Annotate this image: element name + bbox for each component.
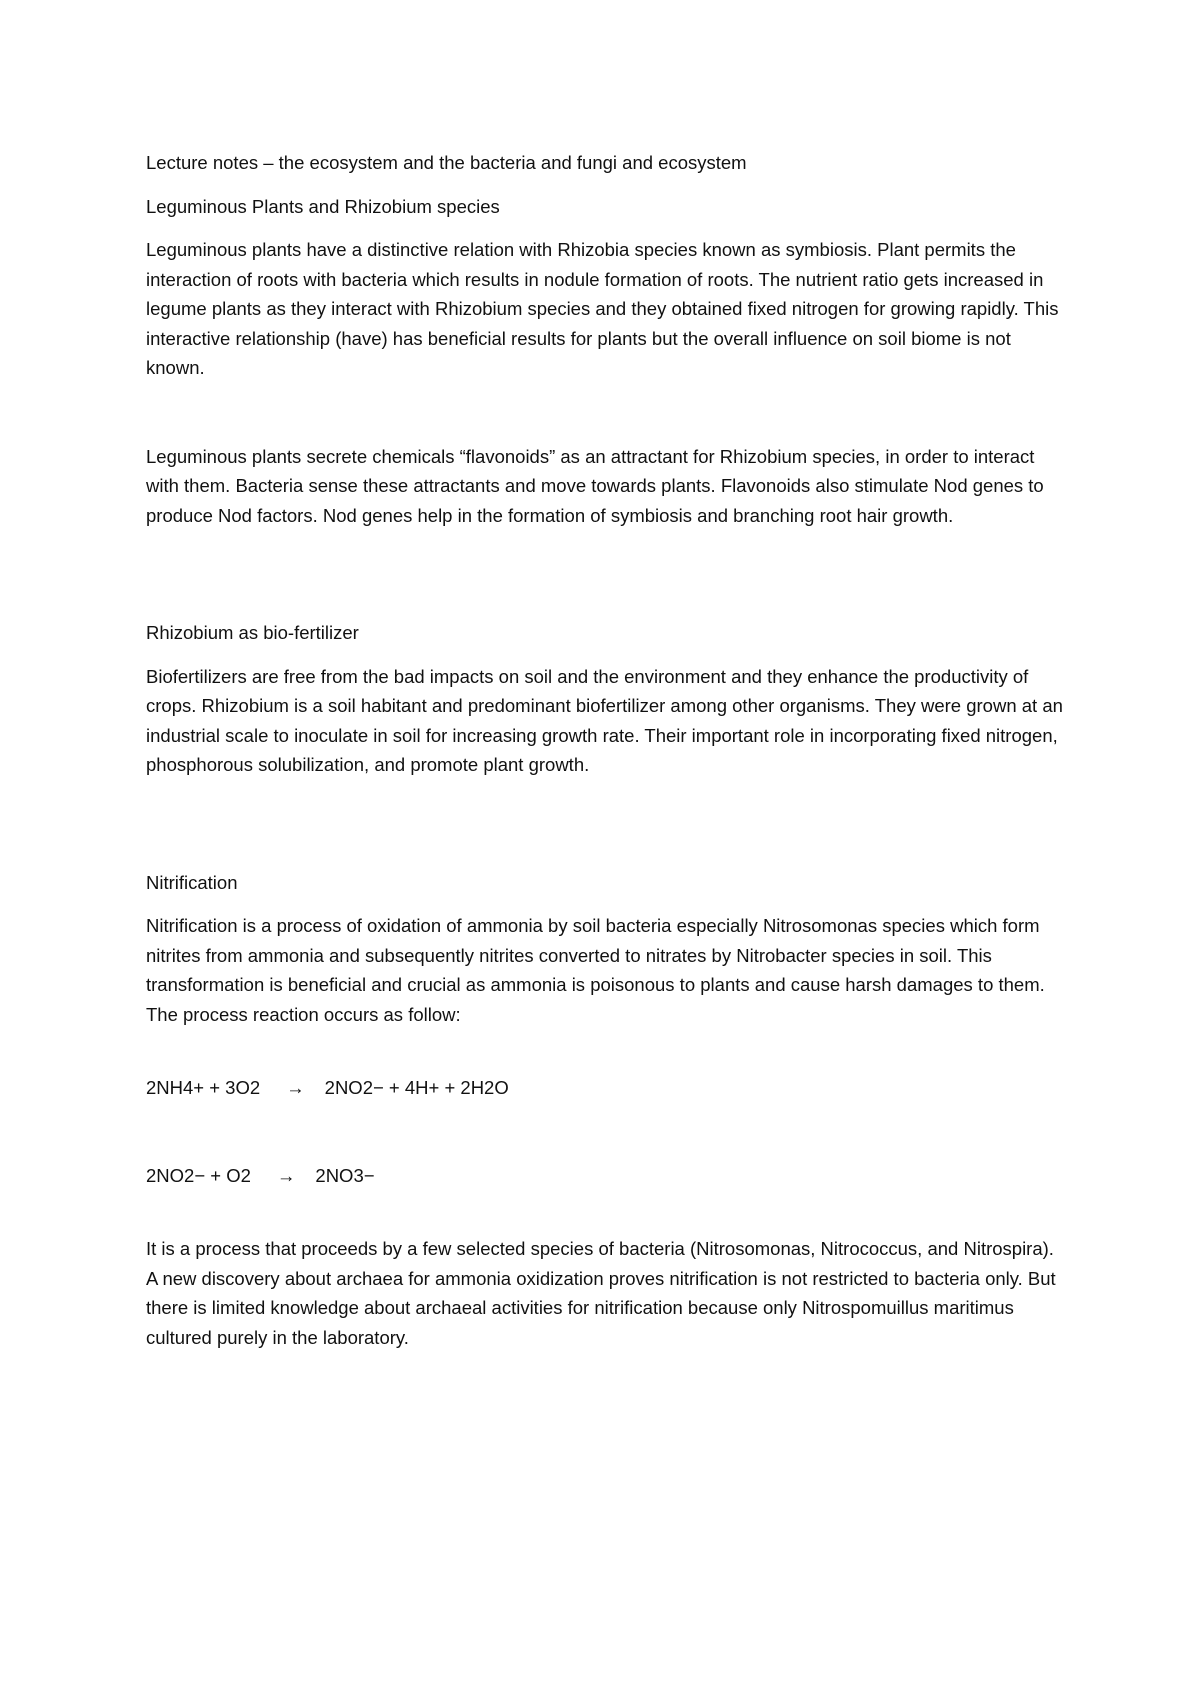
spacer (146, 383, 1066, 442)
paragraph-legumes-2: Leguminous plants secrete chemicals “flavonoids” as an attractant for Rhizobium species, in order to interact with them. Bacteria sense these attractants and move towards plants. Flavonoids also stimulate Nod genes to produce Nod factors. Nod genes help in the formation of symbiosis and branching root hair growth. (146, 445, 1044, 526)
section-heading-nitrification: Nitrification (146, 871, 238, 893)
section-heading-biofertilizer: Rhizobium as bio-fertilizer (146, 622, 359, 643)
equation-1-left: 2NH4+ + 3O2 (146, 1077, 261, 1098)
paragraph-biofertilizer-1: Biofertilizers are free from the bad impacts on soil and the environment and they enhance the productivity of crops. Rhizobium is a soil habitant and predominant biofertilizer among other organisms. They were grown at an industrial scale to inoculate in soil for increasing growth rate. Their important role in incorporating fixed nitrogen, phosphorous solubilization, and promote plant growth. (146, 665, 1063, 775)
document-body (146, 148, 1066, 1352)
section-heading-legumes: Leguminous Plants and Rhizobium species (146, 195, 500, 217)
equation-2-right: 2NO3− (315, 1164, 375, 1186)
spacer (146, 1190, 1066, 1234)
spacer (146, 1029, 1066, 1073)
paragraph-legumes-1: Leguminous plants have a distinctive relation with Rhizobia species known as symbiosis. Plant permits the interaction of roots with bacteria which results in nodule formation of roots. The nutrient ratio gets increased in legume plants as they interact with Rhizobium species and they obtained fixed nitrogen for growing rapidly. This interactive relationship (have) has beneficial results for plants but the overall influence on soil biome is not known. (146, 239, 1059, 378)
paragraph-nitrification-2: It is a process that proceeds by a few selected species of bacteria (Nitrosomonas, Nitrococcus, and Nitrospira). A new discovery about archaea for ammonia oxidization proves nitrification is not restricted to bacteria only. But there is limited knowledge about archaeal activities for nitrification because only Nitrospomuillus maritimus cultured purely in the laboratory. (146, 1238, 1056, 1348)
arrow-right-icon: → (276, 1164, 296, 1186)
equation-2-left: 2NO2− + O2 (146, 1164, 251, 1186)
arrow-right-icon: → (286, 1077, 305, 1098)
paragraph-nitrification-1: Nitrification is a process of oxidation of ammonia by soil bacteria especially Nitrosomonas species which form nitrites from ammonia and subsequently nitrites converted to nitrates by Nitrobacter species in soil. This transformation is beneficial and crucial as ammonia is poisonous to plants and cause harsh damages to them. The process reaction occurs as follow: (146, 915, 1045, 1025)
equation-1-right: 2NO2− + 4H+ + 2H2O (324, 1077, 509, 1098)
spacer (146, 530, 1066, 618)
spacer (146, 1103, 1066, 1161)
spacer (146, 780, 1066, 868)
equation-2 (146, 1161, 1066, 1191)
equation-1 (146, 1073, 1066, 1103)
document-title: Lecture notes – the ecosystem and the bacteria and fungi and ecosystem (146, 152, 747, 173)
